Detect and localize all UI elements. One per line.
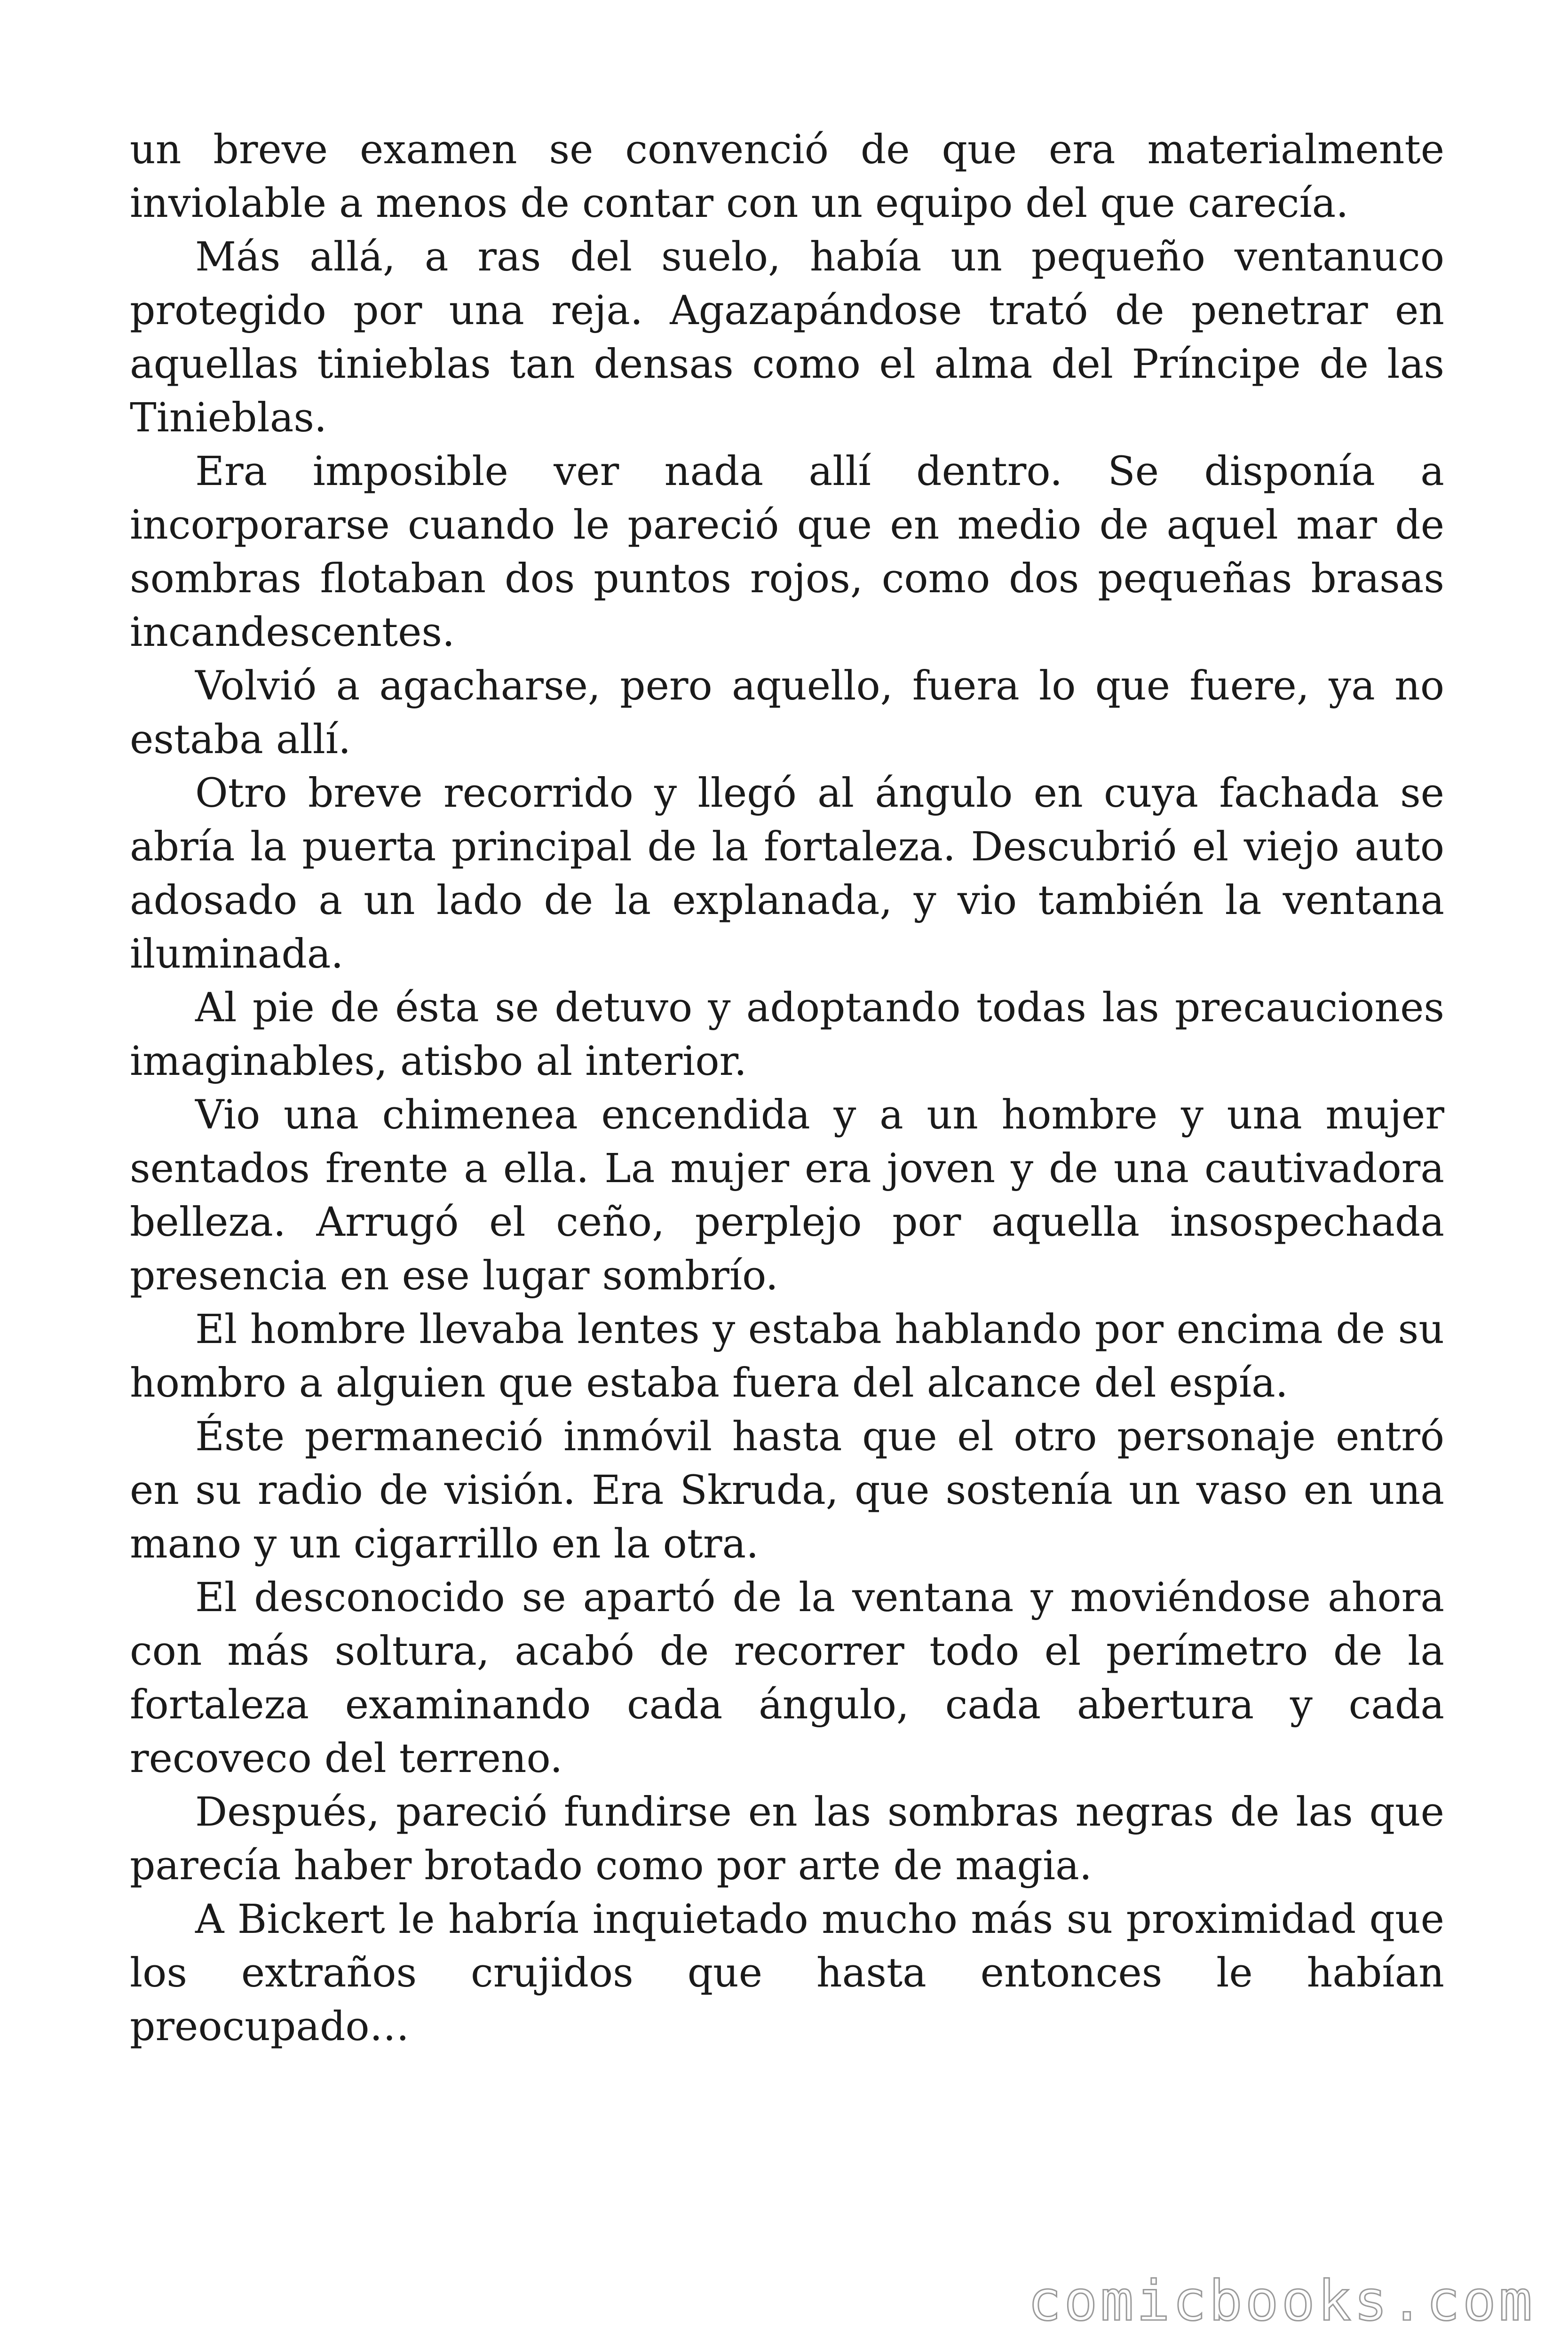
paragraph: Otro breve recorrido y llegó al ángulo en cuya fachada se abría la puerta principal de la fortaleza. Descubrió el viejo auto adosado a un lado de la explanada, y vio también la ventana iluminada.	[130, 770, 1444, 977]
paragraph: El desconocido se apartó de la ventana y moviéndose ahora con más soltura, acabó de recorrer todo el perímetro de la fortaleza examinando cada ángulo, cada abertura y cada recoveco del terreno.	[130, 1574, 1444, 1782]
paragraph: A Bickert le habría inquietado mucho más su proximidad que los extraños crujidos que hasta entonces le habían preocupado…	[130, 1896, 1444, 2050]
paragraph: Éste permaneció inmóvil hasta que el otro personaje entró en su radio de visión. Era Skruda, que sostenía un vaso en una mano y un cigarrillo en la otra.	[130, 1414, 1444, 1567]
watermark: comicbooks.com	[1028, 2268, 1535, 2333]
page-text	[130, 123, 1444, 2054]
paragraph: Al pie de ésta se detuvo y adoptando todas las precauciones imaginables, atisbo al interior.	[130, 985, 1444, 1085]
paragraph: Después, pareció fundirse en las sombras negras de las que parecía haber brotado como por arte de magia.	[130, 1789, 1444, 1889]
paragraph: Volvió a agacharse, pero aquello, fuera lo que fuere, ya no estaba allí.	[130, 663, 1444, 763]
paragraph: El hombre llevaba lentes y estaba hablando por encima de su hombro a alguien que estaba fuera del alcance del espía.	[130, 1306, 1444, 1406]
paragraph: un breve examen se convenció de que era materialmente inviolable a menos de contar con un equipo del que carecía.	[130, 127, 1444, 227]
paragraph: Más allá, a ras del suelo, había un pequeño ventanuco protegido por una reja. Agazapándose trató de penetrar en aquellas tinieblas tan densas como el alma del Príncipe de las Tinieblas.	[130, 234, 1444, 441]
paragraph: Era imposible ver nada allí dentro. Se disponía a incorporarse cuando le pareció que en medio de aquel mar de sombras flotaban dos puntos rojos, como dos pequeñas brasas incandescentes.	[130, 448, 1444, 656]
paragraph: Vio una chimenea encendida y a un hombre y una mujer sentados frente a ella. La mujer era joven y de una cautivadora belleza. Arrugó el ceño, perplejo por aquella insospechada presencia en ese lugar sombrío.	[130, 1092, 1444, 1299]
